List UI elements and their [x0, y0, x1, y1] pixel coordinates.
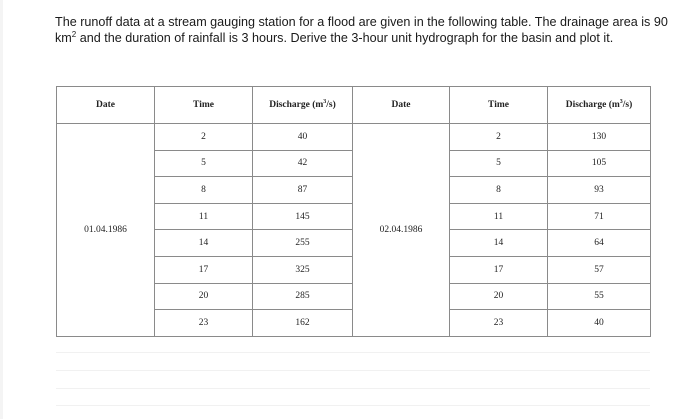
discharge-cell: 71	[548, 203, 651, 230]
question-paragraph	[55, 15, 675, 46]
time-cell: 23	[155, 310, 253, 337]
time-cell: 14	[450, 230, 548, 257]
discharge-cell: 57	[548, 256, 651, 283]
time-cell: 8	[155, 177, 253, 204]
header-date-1: Date	[57, 87, 155, 124]
faint-rule	[56, 388, 650, 389]
time-cell: 5	[450, 150, 548, 177]
date-cell-day2: 02.04.1986	[353, 124, 450, 337]
time-cell: 2	[155, 124, 253, 151]
discharge-cell: 162	[253, 310, 353, 337]
discharge-cell: 42	[253, 150, 353, 177]
time-cell: 20	[155, 283, 253, 310]
discharge-cell: 105	[548, 150, 651, 177]
header-discharge-1: Discharge $(m^3/s)$	[253, 87, 353, 124]
time-cell: 8	[450, 177, 548, 204]
discharge-cell: 93	[548, 177, 651, 204]
discharge-cell: 145	[253, 203, 353, 230]
runoff-data-table	[56, 86, 651, 337]
time-cell: 17	[450, 256, 548, 283]
date-cell-day1: 01.04.1986	[57, 124, 155, 337]
table-row	[57, 124, 651, 151]
question-text	[55, 15, 675, 46]
discharge-cell: 64	[548, 230, 651, 257]
faint-rule	[56, 370, 650, 371]
faint-rule	[56, 405, 650, 406]
discharge-cell: 40	[548, 310, 651, 337]
time-cell: 23	[450, 310, 548, 337]
discharge-cell: 285	[253, 283, 353, 310]
time-cell: 14	[155, 230, 253, 257]
header-time-2: Time	[450, 87, 548, 124]
time-cell: 11	[450, 203, 548, 230]
scan-edge	[0, 0, 3, 419]
area-unit-exponent: 2	[71, 29, 77, 39]
time-cell: 11	[155, 203, 253, 230]
discharge-cell: 40	[253, 124, 353, 151]
header-date-2: Date	[353, 87, 450, 124]
table-header-row	[57, 87, 651, 124]
time-cell: 5	[155, 150, 253, 177]
header-discharge-2: Discharge $(m^3/s)$	[548, 87, 651, 124]
discharge-cell: 55	[548, 283, 651, 310]
time-cell: 17	[155, 256, 253, 283]
faint-rule	[56, 352, 650, 353]
discharge-cell: 325	[253, 256, 353, 283]
discharge-cell: 255	[253, 230, 353, 257]
time-cell: 2	[450, 124, 548, 151]
header-time-1: Time	[155, 87, 253, 124]
question-part-2: and the duration of rainfall is 3 hours. Derive the 3-hour unit hydrograph for the basin and plot it.	[76, 30, 614, 45]
discharge-cell: 87	[253, 177, 353, 204]
question-part-1: The runoff data at a stream gauging station for a flood are given in the following table. The drainage area is 90 km	[55, 15, 668, 45]
discharge-cell: 130	[548, 124, 651, 151]
time-cell: 20	[450, 283, 548, 310]
